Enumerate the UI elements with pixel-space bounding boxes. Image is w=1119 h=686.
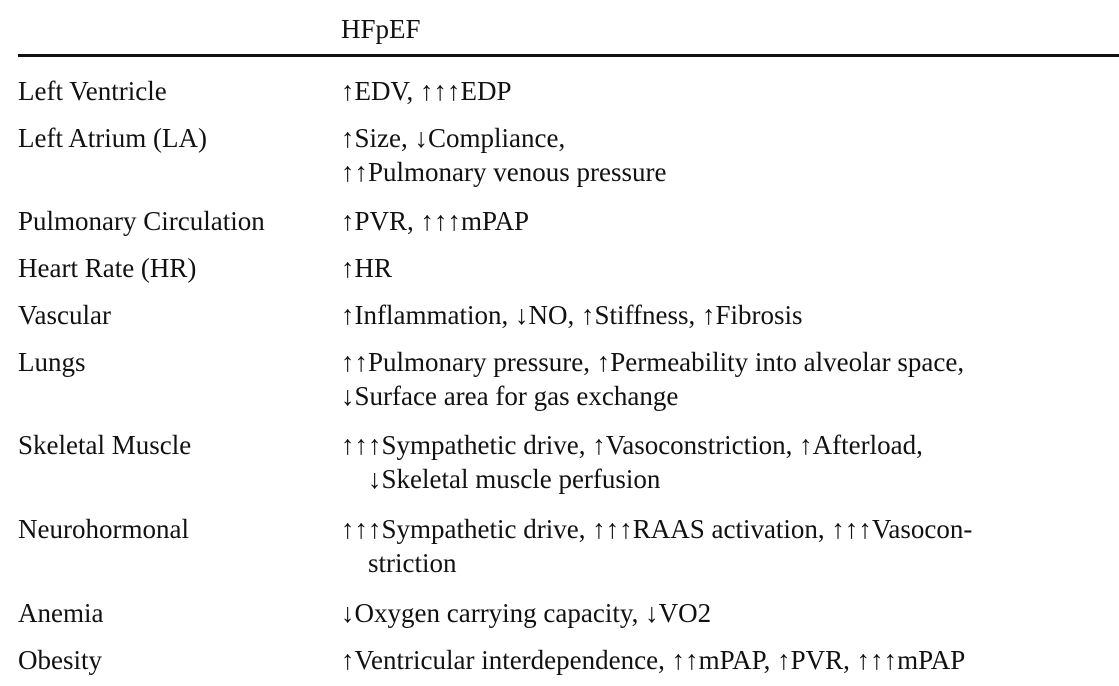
row-value-skeletal-muscle bbox=[341, 428, 1111, 496]
row-label-skeletal-muscle: Skeletal Muscle bbox=[18, 430, 192, 460]
value-line: ↑Inflammation, ↓NO, ↑Stiffness, ↑Fibrosis bbox=[341, 300, 803, 330]
row-label-heart-rate: Heart Rate (HR) bbox=[18, 253, 197, 283]
row-label-left-atrium: Left Atrium (LA) bbox=[18, 123, 207, 153]
value-line: ↑EDV, ↑↑↑EDP bbox=[341, 76, 512, 106]
value-line: ↑↑Pulmonary venous pressure bbox=[341, 157, 667, 187]
row-value-anemia bbox=[341, 596, 1111, 630]
column-header-hfpef: HFpEF bbox=[341, 14, 421, 44]
value-line: striction bbox=[368, 548, 457, 578]
row-label-vascular: Vascular bbox=[18, 300, 111, 330]
row-label-pulmonary-circulation: Pulmonary Circulation bbox=[18, 206, 265, 236]
row-value-left-atrium bbox=[341, 121, 1111, 189]
value-line: ↓Skeletal muscle perfusion bbox=[368, 464, 661, 494]
value-line: ↑↑Pulmonary pressure, ↑Permeability into alveolar space, bbox=[341, 347, 965, 377]
value-line: ↑Ventricular interdependence, ↑↑mPAP, ↑PVR, ↑↑↑mPAP bbox=[341, 645, 966, 675]
row-value-pulmonary-circulation bbox=[341, 204, 1111, 238]
row-value-heart-rate bbox=[341, 251, 1111, 285]
value-line: ↑↑↑Sympathetic drive, ↑↑↑RAAS activation, ↑↑↑Vasocon- bbox=[341, 514, 973, 544]
value-line: ↑PVR, ↑↑↑mPAP bbox=[341, 206, 530, 236]
value-line: ↓Surface area for gas exchange bbox=[341, 381, 679, 411]
row-label-obesity: Obesity bbox=[18, 645, 102, 675]
header-rule bbox=[18, 54, 1119, 57]
row-label-anemia: Anemia bbox=[18, 598, 104, 628]
row-value-lungs bbox=[341, 345, 1111, 413]
row-label-neurohormonal: Neurohormonal bbox=[18, 514, 189, 544]
row-value-neurohormonal bbox=[341, 512, 1111, 580]
value-line: ↑Size, ↓Compliance, bbox=[341, 123, 566, 153]
value-line: ↑HR bbox=[341, 253, 393, 283]
value-line: ↓Oxygen carrying capacity, ↓VO2 bbox=[341, 598, 712, 628]
value-line: ↑↑↑Sympathetic drive, ↑Vasoconstriction, ↑Afterload, bbox=[341, 430, 923, 460]
row-value-vascular bbox=[341, 298, 1111, 332]
row-value-left-ventricle bbox=[341, 74, 1111, 108]
row-value-obesity bbox=[341, 643, 1111, 677]
row-label-left-ventricle: Left Ventricle bbox=[18, 76, 167, 106]
row-label-lungs: Lungs bbox=[18, 347, 86, 377]
